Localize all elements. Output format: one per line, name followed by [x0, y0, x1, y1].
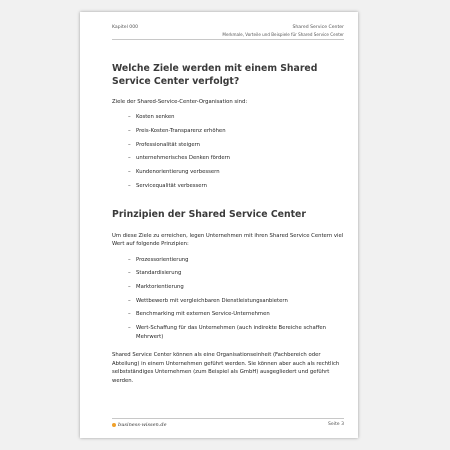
principles-list [112, 256, 348, 341]
list-item [112, 154, 348, 163]
footer-logo [112, 422, 167, 428]
list-item [112, 324, 348, 341]
dash-bullet: – [128, 297, 131, 304]
list-item-text: Wert-Schaffung für das Unternehmen (auch indirekte Bereiche schaffen Mehrwert) [136, 325, 326, 340]
dash-bullet: – [128, 114, 131, 121]
dash-bullet: – [128, 141, 131, 148]
dash-bullet: – [128, 311, 131, 318]
header-chapter: Kapitel 000 [112, 25, 139, 30]
dash-bullet: – [128, 256, 131, 263]
document-page [80, 12, 358, 438]
page-number: Seite 3 [327, 422, 344, 427]
logo-text: business-wissen.de [118, 422, 167, 428]
dash-bullet: – [128, 128, 131, 134]
list-item [112, 127, 348, 136]
list-item-text: Benchmarking mit externen Service-Unternehmen [136, 311, 270, 318]
header-subtitle: Merkmale, Vorteile und Beispiele für Shared Service Center [222, 32, 344, 37]
dash-bullet: – [128, 270, 131, 277]
list-item-text: Kosten senken [136, 114, 175, 121]
dash-bullet: – [128, 325, 131, 332]
goals-list [112, 113, 348, 190]
header-divider [112, 39, 344, 40]
list-item [112, 141, 348, 150]
list-item-text: Prozessorientierung [136, 256, 189, 263]
goals-intro: Ziele der Shared-Service-Center-Organisation sind: [112, 98, 248, 105]
list-item-text: Marktorientierung [136, 284, 184, 291]
page-content [112, 62, 348, 385]
list-item [112, 113, 348, 122]
list-item-text: Kundenorientierung verbessern [136, 169, 220, 176]
list-item-text: Standardisierung [136, 270, 182, 277]
principles-intro: Um diese Ziele zu erreichen, legen Unternehmen mit ihren Shared Service Centern viel Wert auf folgende Prinzipien: [112, 232, 344, 248]
dash-bullet: – [128, 169, 131, 176]
list-item-text: Preis-Kosten-Transparenz erhöhen [136, 128, 226, 134]
dash-bullet: – [128, 182, 131, 189]
list-item-text: unternehmerisches Denken fördern [136, 155, 231, 162]
closing-paragraph: Shared Service Center können als eine Organisationseinheit (Fachbereich oder Abteilung) in einem Unternehmen geführt werden. Sie können aber auch als rechtlich selbstständiges Unternehmen (zum Beispiel als GmbH) ausgegliedert und geführt werden. [112, 352, 340, 384]
list-item-text: Wettbewerb mit vergleichbaren Dienstleistungsanbietern [136, 297, 288, 304]
section-heading-goals: Welche Ziele werden mit einem Shared Service Center verfolgt? [112, 63, 318, 88]
dash-bullet: – [128, 155, 131, 162]
footer-divider [112, 418, 344, 419]
list-item [112, 182, 348, 191]
list-item [112, 297, 348, 306]
list-item [112, 283, 348, 292]
section-heading-principles: Prinzipien der Shared Service Center [112, 209, 306, 221]
list-item [112, 256, 348, 265]
dash-bullet: – [128, 284, 131, 291]
list-item [112, 168, 348, 177]
list-item [112, 269, 348, 278]
header-title: Shared Service Center [292, 25, 344, 30]
list-item-text: Professionalität steigern [136, 141, 201, 148]
list-item [112, 310, 348, 319]
logo-dot-icon [112, 423, 116, 427]
list-item-text: Servicequalität verbessern [136, 182, 207, 189]
